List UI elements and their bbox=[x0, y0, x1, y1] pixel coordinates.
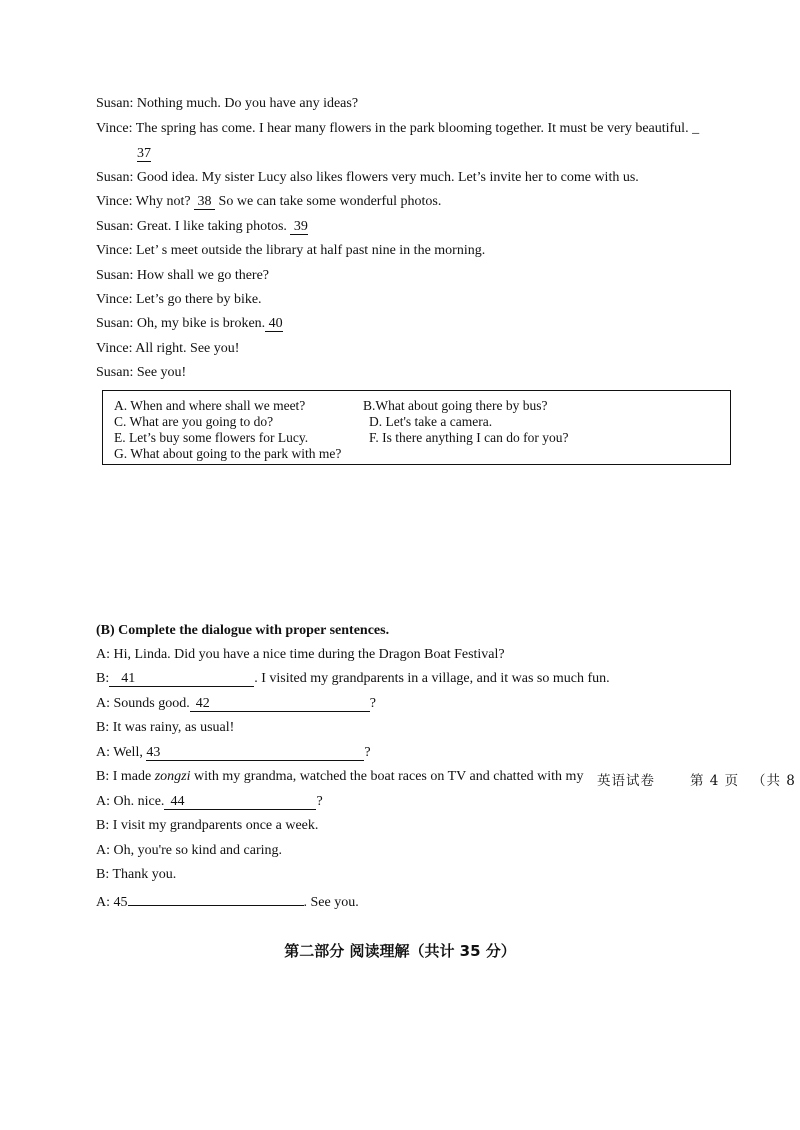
blank-45 bbox=[128, 891, 304, 906]
option-f: F. Is there anything I can do for you? bbox=[369, 430, 569, 445]
dialogue-line: B: It was rainy, as usual! bbox=[96, 720, 235, 735]
dialogue-line: B: I visit my grandparents once a week. bbox=[96, 818, 319, 833]
dialogue-line: B: 41 . I visited my grandparents in a village, and it was so much fun. bbox=[96, 671, 610, 686]
blank-37: 37 bbox=[137, 146, 151, 161]
dialogue-line: Susan: Nothing much. Do you have any ideas? bbox=[96, 96, 359, 111]
dialogue-line: Vince: Let’s go there by bike. bbox=[96, 292, 262, 307]
blank-42: 42 bbox=[190, 696, 370, 712]
option-g: G. What about going to the park with me? bbox=[114, 446, 342, 461]
dialogue-line: B: I made zongzi with my grandma, watched the boat races on TV and chatted with my bbox=[96, 769, 584, 784]
dialogue-line: A: 45 . See you. bbox=[96, 891, 359, 912]
blank-44: 44 bbox=[164, 794, 316, 810]
option-d: D. Let's take a camera. bbox=[369, 414, 493, 429]
dialogue-line: Susan: Oh, my bike is broken. 40 bbox=[96, 316, 283, 331]
dialogue-line: Susan: How shall we go there? bbox=[96, 268, 270, 283]
dialogue-line: Vince: All right. See you! bbox=[96, 341, 240, 356]
dialogue-line: Vince: The spring has come. I hear many flowers in the park blooming together. It must be very beautiful. _ bbox=[96, 121, 700, 136]
dialogue-line: Susan: See you! bbox=[96, 365, 187, 380]
section-title: 第二部分 阅读理解（共计 35 分） bbox=[284, 942, 516, 960]
dialogue-line: A: Oh, you're so kind and caring. bbox=[96, 843, 283, 858]
dialogue-line: Susan: Great. I like taking photos. 39 bbox=[96, 219, 308, 234]
blank-43: 43 bbox=[146, 745, 364, 761]
option-e: E. Let’s buy some flowers for Lucy. bbox=[114, 430, 309, 445]
options-box bbox=[102, 390, 731, 465]
dialogue-line: A: Sounds good. 42 ? bbox=[96, 696, 376, 711]
footer-page: 第 4 页 bbox=[690, 773, 740, 789]
blank-40: 40 bbox=[265, 316, 283, 331]
blank-39: 39 bbox=[290, 219, 308, 234]
dialogue-line: Susan: Good idea. My sister Lucy also likes flowers very much. Let’s invite her to come with us. bbox=[96, 170, 639, 185]
dialogue-line: B: Thank you. bbox=[96, 867, 177, 882]
option-c: C. What are you going to do? bbox=[114, 414, 274, 429]
dialogue-line: A: Oh. nice. 44 ? bbox=[96, 794, 323, 809]
part-b-heading: (B) Complete the dialogue with proper sentences. bbox=[96, 623, 390, 638]
blank-38: 38 bbox=[194, 194, 216, 209]
blank-41: 41 bbox=[109, 671, 254, 687]
dialogue-line: A: Hi, Linda. Did you have a nice time during the Dragon Boat Festival? bbox=[96, 647, 505, 662]
dialogue-line: A: Well, 43 ? bbox=[96, 745, 371, 760]
option-b: B.What about going there by bus? bbox=[363, 398, 548, 413]
dialogue-line: Vince: Let’ s meet outside the library at half past nine in the morning. bbox=[96, 243, 486, 258]
dialogue-line: Vince: Why not? 38 So we can take some wonderful photos. bbox=[96, 194, 442, 209]
footer-subject: 英语试卷 bbox=[597, 773, 655, 789]
option-a: A. When and where shall we meet? bbox=[114, 398, 306, 413]
footer-total: （共 8 bbox=[752, 773, 796, 789]
